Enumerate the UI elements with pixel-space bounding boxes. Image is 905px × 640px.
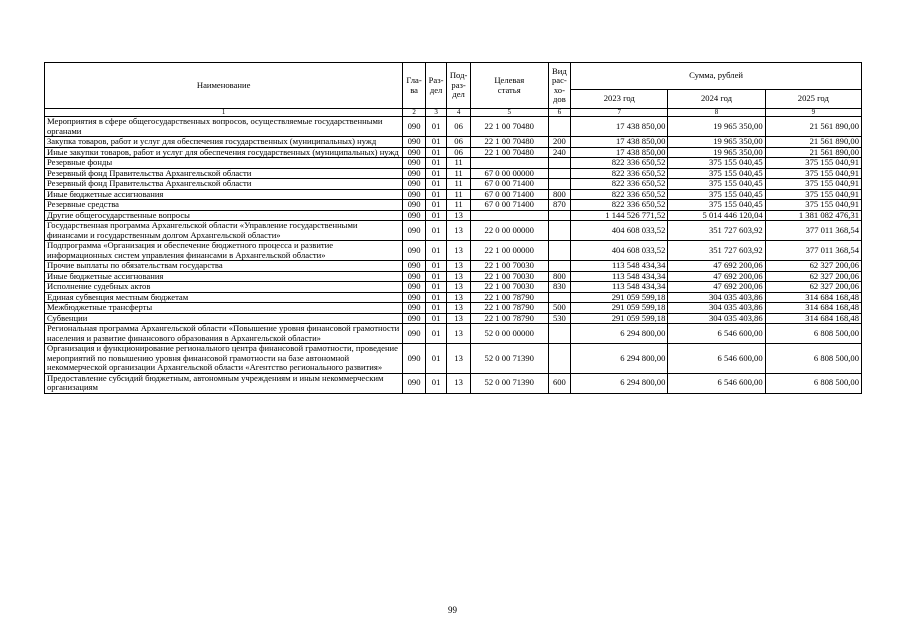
cell-vid: 500 (548, 303, 571, 314)
cell-2024: 375 155 040,45 (668, 179, 765, 190)
cell-celevaya: 22 1 00 78790 (470, 303, 548, 314)
cell-2023: 822 336 650,52 (571, 168, 668, 179)
table-row (45, 179, 862, 190)
cell-2023: 17 438 850,00 (571, 117, 668, 137)
cell-2024: 375 155 040,45 (668, 158, 765, 169)
cell-name: Региональная программа Архангельской области «Повышение уровня финансовой грамотности населения и развитие финансового образования в Архангельской области» (45, 324, 403, 344)
cell-podrazdel: 13 (447, 373, 471, 393)
cell-vid: 800 (548, 271, 571, 282)
cell-razdel: 01 (425, 117, 446, 137)
cell-celevaya: 52 0 00 71390 (470, 373, 548, 393)
cell-2024: 304 035 403,86 (668, 303, 765, 314)
cell-vid: 240 (548, 147, 571, 158)
table-row (45, 271, 862, 282)
cell-vid (548, 292, 571, 303)
cell-2024: 47 692 200,06 (668, 261, 765, 272)
cell-2023: 822 336 650,52 (571, 200, 668, 211)
header-podrazdel: Под- раз- дел (447, 63, 471, 109)
cell-celevaya: 22 1 00 70030 (470, 271, 548, 282)
cell-celevaya: 22 1 00 70480 (470, 137, 548, 148)
cell-celevaya: 52 0 00 71390 (470, 344, 548, 374)
cell-glava: 090 (403, 344, 426, 374)
cell-2024: 47 692 200,06 (668, 271, 765, 282)
cell-podrazdel: 11 (447, 179, 471, 190)
cell-celevaya: 52 0 00 00000 (470, 324, 548, 344)
cell-podrazdel: 13 (447, 282, 471, 293)
cell-2023: 822 336 650,52 (571, 179, 668, 190)
cell-2023: 291 059 599,18 (571, 303, 668, 314)
cell-name: Резервные фонды (45, 158, 403, 169)
cell-2023: 6 294 800,00 (571, 324, 668, 344)
col-number: 3 (425, 109, 446, 117)
cell-2025: 375 155 040,91 (765, 189, 861, 200)
cell-celevaya: 22 0 00 00000 (470, 221, 548, 241)
cell-2025: 377 011 368,54 (765, 221, 861, 241)
cell-2024: 47 692 200,06 (668, 282, 765, 293)
cell-name: Другие общегосударственные вопросы (45, 210, 403, 221)
cell-vid (548, 158, 571, 169)
cell-glava: 090 (403, 261, 426, 272)
col-number: 1 (45, 109, 403, 117)
table-row (45, 189, 862, 200)
cell-name: Подпрограмма «Организация и обеспечение бюджетного процесса и развитие информационных систем управления финансами в Архангельской области» (45, 241, 403, 261)
cell-glava: 090 (403, 168, 426, 179)
cell-2024: 375 155 040,45 (668, 168, 765, 179)
cell-name: Закупка товаров, работ и услуг для обеспечения государственных (муниципальных) нужд (45, 137, 403, 148)
cell-podrazdel: 11 (447, 189, 471, 200)
table-row (45, 324, 862, 344)
cell-celevaya: 22 1 00 70480 (470, 147, 548, 158)
cell-name: Субвенции (45, 313, 403, 324)
cell-2025: 377 011 368,54 (765, 241, 861, 261)
cell-2023: 822 336 650,52 (571, 189, 668, 200)
cell-podrazdel: 13 (447, 271, 471, 282)
table-row (45, 210, 862, 221)
cell-2025: 1 381 082 476,31 (765, 210, 861, 221)
cell-podrazdel: 13 (447, 313, 471, 324)
cell-vid: 530 (548, 313, 571, 324)
cell-podrazdel: 11 (447, 200, 471, 211)
cell-glava: 090 (403, 117, 426, 137)
cell-podrazdel: 13 (447, 241, 471, 261)
cell-name: Единая субвенция местным бюджетам (45, 292, 403, 303)
col-number: 6 (548, 109, 571, 117)
cell-2023: 17 438 850,00 (571, 137, 668, 148)
cell-vid (548, 261, 571, 272)
cell-vid: 870 (548, 200, 571, 211)
cell-name: Государственная программа Архангельской области «Управление государственными финансами и государственным долгом Архангельской области» (45, 221, 403, 241)
cell-2025: 375 155 040,91 (765, 168, 861, 179)
cell-2025: 314 684 168,48 (765, 313, 861, 324)
cell-2025: 6 808 500,00 (765, 344, 861, 374)
header-glava: Гла- ва (403, 63, 426, 109)
header-summa: Сумма, рублей (571, 63, 862, 90)
cell-2024: 5 014 446 120,04 (668, 210, 765, 221)
cell-razdel: 01 (425, 137, 446, 148)
cell-2025: 62 327 200,06 (765, 261, 861, 272)
cell-name: Мероприятия в сфере общегосударственных вопросов, осуществляемые государственными органами (45, 117, 403, 137)
cell-podrazdel: 13 (447, 210, 471, 221)
cell-glava: 090 (403, 282, 426, 293)
cell-razdel: 01 (425, 200, 446, 211)
col-number: 8 (668, 109, 765, 117)
table-row (45, 200, 862, 211)
cell-glava: 090 (403, 158, 426, 169)
col-number: 2 (403, 109, 426, 117)
cell-podrazdel: 06 (447, 147, 471, 158)
cell-vid (548, 179, 571, 190)
cell-razdel: 01 (425, 210, 446, 221)
col-number: 7 (571, 109, 668, 117)
cell-glava: 090 (403, 210, 426, 221)
cell-glava: 090 (403, 137, 426, 148)
cell-celevaya: 22 1 00 78790 (470, 313, 548, 324)
cell-2023: 404 608 033,52 (571, 221, 668, 241)
cell-razdel: 01 (425, 261, 446, 272)
cell-2025: 62 327 200,06 (765, 271, 861, 282)
cell-2023: 113 548 434,34 (571, 271, 668, 282)
cell-celevaya: 67 0 00 71400 (470, 189, 548, 200)
cell-name: Иные закупки товаров, работ и услуг для обеспечения государственных (муниципальных) нужд (45, 147, 403, 158)
cell-name: Предоставление субсидий бюджетным, автономным учреждениям и иным некоммерческим организациям (45, 373, 403, 393)
cell-vid: 600 (548, 373, 571, 393)
cell-2025: 21 561 890,00 (765, 147, 861, 158)
table-body (45, 117, 862, 394)
cell-name: Резервный фонд Правительства Архангельской области (45, 179, 403, 190)
cell-vid (548, 221, 571, 241)
table-row (45, 168, 862, 179)
cell-2024: 19 965 350,00 (668, 137, 765, 148)
cell-podrazdel: 13 (447, 292, 471, 303)
cell-name: Резервный фонд Правительства Архангельской области (45, 168, 403, 179)
cell-2024: 375 155 040,45 (668, 200, 765, 211)
cell-name: Организация и функционирование регионального центра финансовой грамотности, проведение мероприятий по повышению уровня финансовой грамотности на базе автономной некоммерческой организации Архангельской области «Агентство регионального развития» (45, 344, 403, 374)
cell-celevaya: 22 1 00 70030 (470, 261, 548, 272)
cell-razdel: 01 (425, 303, 446, 314)
cell-razdel: 01 (425, 282, 446, 293)
cell-2025: 375 155 040,91 (765, 179, 861, 190)
cell-2025: 314 684 168,48 (765, 303, 861, 314)
cell-2024: 6 546 600,00 (668, 324, 765, 344)
cell-glava: 090 (403, 200, 426, 211)
cell-celevaya: 22 1 00 70480 (470, 117, 548, 137)
cell-podrazdel: 13 (447, 344, 471, 374)
table-row (45, 313, 862, 324)
table-row (45, 117, 862, 137)
cell-2024: 6 546 600,00 (668, 373, 765, 393)
cell-razdel: 01 (425, 241, 446, 261)
cell-razdel: 01 (425, 147, 446, 158)
cell-2023: 291 059 599,18 (571, 313, 668, 324)
cell-razdel: 01 (425, 313, 446, 324)
table-row (45, 282, 862, 293)
cell-glava: 090 (403, 241, 426, 261)
table-row (45, 221, 862, 241)
cell-2025: 21 561 890,00 (765, 117, 861, 137)
cell-glava: 090 (403, 303, 426, 314)
cell-vid (548, 324, 571, 344)
cell-vid (548, 168, 571, 179)
cell-celevaya: 67 0 00 00000 (470, 168, 548, 179)
table-row (45, 137, 862, 148)
col-number: 9 (765, 109, 861, 117)
cell-vid (548, 344, 571, 374)
cell-razdel: 01 (425, 292, 446, 303)
table-row (45, 292, 862, 303)
table-row (45, 158, 862, 169)
cell-2024: 351 727 603,92 (668, 221, 765, 241)
cell-razdel: 01 (425, 271, 446, 282)
cell-podrazdel: 11 (447, 168, 471, 179)
cell-podrazdel: 13 (447, 303, 471, 314)
cell-name: Иные бюджетные ассигнования (45, 189, 403, 200)
cell-2024: 304 035 403,86 (668, 292, 765, 303)
cell-razdel: 01 (425, 373, 446, 393)
header-vid: Вид рас- хо- дов (548, 63, 571, 109)
cell-name: Исполнение судебных актов (45, 282, 403, 293)
cell-razdel: 01 (425, 344, 446, 374)
page-number: 99 (448, 605, 457, 615)
cell-celevaya (470, 158, 548, 169)
cell-podrazdel: 11 (447, 158, 471, 169)
cell-razdel: 01 (425, 221, 446, 241)
budget-table (44, 62, 862, 394)
table-row (45, 373, 862, 393)
cell-razdel: 01 (425, 324, 446, 344)
cell-razdel: 01 (425, 189, 446, 200)
cell-celevaya: 67 0 00 71400 (470, 200, 548, 211)
cell-glava: 090 (403, 271, 426, 282)
header-2025: 2025 год (765, 90, 861, 109)
header-2024: 2024 год (668, 90, 765, 109)
cell-2023: 113 548 434,34 (571, 261, 668, 272)
cell-2025: 6 808 500,00 (765, 373, 861, 393)
cell-podrazdel: 13 (447, 324, 471, 344)
cell-name: Резервные средства (45, 200, 403, 211)
header-name: Наименование (45, 63, 403, 109)
header-2023: 2023 год (571, 90, 668, 109)
cell-glava: 090 (403, 292, 426, 303)
cell-2024: 6 546 600,00 (668, 344, 765, 374)
cell-celevaya: 22 1 00 00000 (470, 241, 548, 261)
cell-razdel: 01 (425, 179, 446, 190)
cell-2025: 375 155 040,91 (765, 158, 861, 169)
cell-2025: 62 327 200,06 (765, 282, 861, 293)
header-celevaya: Целевая статья (470, 63, 548, 109)
cell-celevaya: 22 1 00 78790 (470, 292, 548, 303)
cell-2024: 304 035 403,86 (668, 313, 765, 324)
cell-glava: 090 (403, 189, 426, 200)
cell-2025: 6 808 500,00 (765, 324, 861, 344)
cell-2023: 6 294 800,00 (571, 344, 668, 374)
cell-2023: 113 548 434,34 (571, 282, 668, 293)
table-row (45, 303, 862, 314)
cell-name: Прочие выплаты по обязательствам государства (45, 261, 403, 272)
cell-glava: 090 (403, 221, 426, 241)
cell-glava: 090 (403, 179, 426, 190)
cell-podrazdel: 13 (447, 261, 471, 272)
cell-2024: 19 965 350,00 (668, 147, 765, 158)
cell-2023: 6 294 800,00 (571, 373, 668, 393)
col-number: 4 (447, 109, 471, 117)
cell-glava: 090 (403, 324, 426, 344)
cell-celevaya: 22 1 00 70030 (470, 282, 548, 293)
cell-2023: 404 608 033,52 (571, 241, 668, 261)
col-number: 5 (470, 109, 548, 117)
cell-2025: 375 155 040,91 (765, 200, 861, 211)
header-razdel: Раз- дел (425, 63, 446, 109)
cell-2023: 17 438 850,00 (571, 147, 668, 158)
cell-podrazdel: 06 (447, 117, 471, 137)
cell-vid (548, 210, 571, 221)
table-row (45, 261, 862, 272)
cell-razdel: 01 (425, 158, 446, 169)
cell-celevaya (470, 210, 548, 221)
cell-razdel: 01 (425, 168, 446, 179)
cell-vid: 800 (548, 189, 571, 200)
cell-podrazdel: 13 (447, 221, 471, 241)
cell-vid: 200 (548, 137, 571, 148)
table-row (45, 147, 862, 158)
cell-glava: 090 (403, 147, 426, 158)
cell-2024: 19 965 350,00 (668, 117, 765, 137)
table-row (45, 344, 862, 374)
cell-name: Иные бюджетные ассигнования (45, 271, 403, 282)
cell-2023: 822 336 650,52 (571, 158, 668, 169)
cell-2025: 314 684 168,48 (765, 292, 861, 303)
cell-name: Межбюджетные трансферты (45, 303, 403, 314)
cell-celevaya: 67 0 00 71400 (470, 179, 548, 190)
cell-glava: 090 (403, 313, 426, 324)
cell-2024: 375 155 040,45 (668, 189, 765, 200)
cell-glava: 090 (403, 373, 426, 393)
cell-2024: 351 727 603,92 (668, 241, 765, 261)
table-row (45, 241, 862, 261)
cell-2025: 21 561 890,00 (765, 137, 861, 148)
cell-vid: 830 (548, 282, 571, 293)
cell-2023: 291 059 599,18 (571, 292, 668, 303)
cell-podrazdel: 06 (447, 137, 471, 148)
cell-vid (548, 241, 571, 261)
cell-2023: 1 144 526 771,52 (571, 210, 668, 221)
cell-vid (548, 117, 571, 137)
